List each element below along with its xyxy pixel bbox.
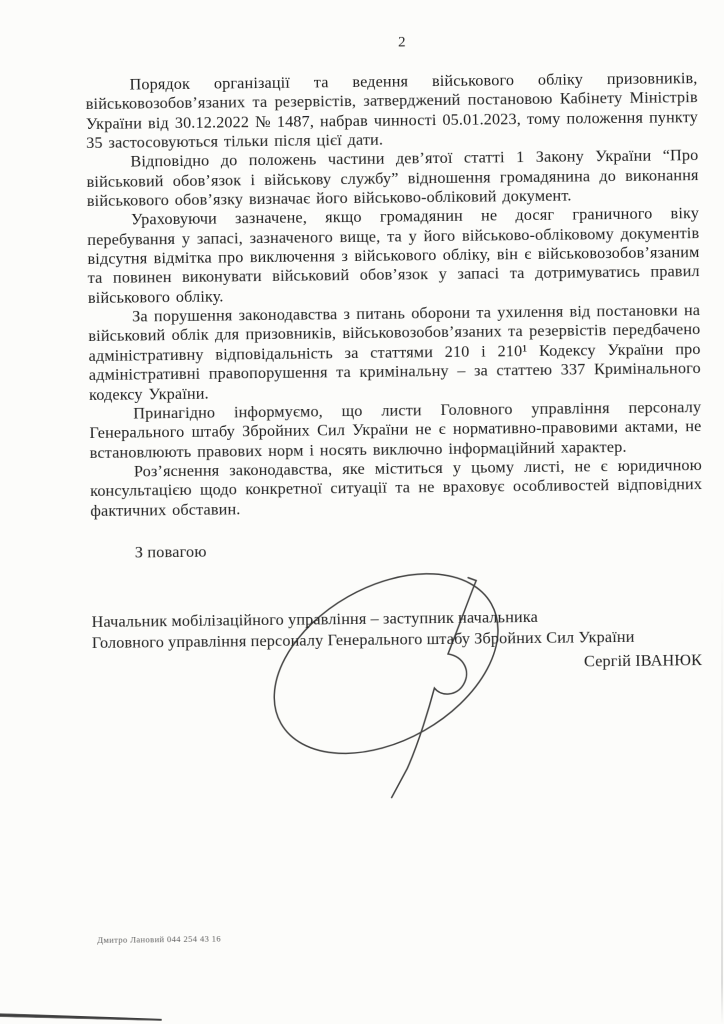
paragraph-3: Ураховуючи зазначене, якщо громадянин не досяг граничного віку перебування у запасі, зазначеного вище, та у його військово-обліковому документів відсутня відмітка про виключення з військового обліку, він є військовозобов’язаним та повинен виконувати військовий обов’язок у запасі та дотримуватись правил військового обліку. [87,204,700,307]
signature-block [92,605,705,678]
paragraph-5: Принагідно інформуємо, що листи Головного управління персоналу Генерального штабу Збройних Сил України не є нормативно-правовими актами, не встановлюють правових норм і носять виключно інформаційний характер. [89,397,702,462]
closing-salutation: З повагою [134,542,207,562]
signer-position-line-1: Начальник мобілізаційного управління – заступник начальника [91,607,539,631]
paragraph-1: Порядок організації та ведення військового обліку призовників, військовозобов’язаних та резервістів, затверджений постановою Кабінету Міністрів України від 30.12.2022 № 1487, набрав чинності 05.01.2023, тому положення пункту 35 застосовуються тільки після цієї дати. [85,69,699,153]
signer-position-line-2: Головного управління персоналу Генерального штабу Збройних Сил України [91,627,635,652]
paragraph-2: Відповідно до положень частини дев’ятої статті 1 Закону України “Про військовий обов’язок і військову службу” відношення громадянина до виконання військового обов’язку визначає його військово-обліковий документ. [86,146,699,211]
page-number: 2 [397,34,407,51]
scan-right-edge-artifact [721,0,723,1024]
letter-body [85,69,702,521]
signer-name: Сергій ІВАНЮК [583,650,703,671]
scan-content [85,31,708,998]
paragraph-6: Роз’яснення законодавства, яке міститься у цьому листі, не є юридичною консультацією щодо конкретної ситуації та не враховує особливостей відповідних фактичних обставин. [90,455,703,520]
scan-edge-artifact [0,1013,162,1021]
handwritten-signature [267,560,518,801]
paragraph-4: За порушення законодавства з питань оборони та ухилення від постановки на військовий облік для призовників, військовозобов’язаних та резервістів передбачено адміністративну відповідальність за статтями 210 і 210¹ Кодексу України про адміністративні правопорушення та кримінальну – за статтею 337 Кримінального кодексу України. [88,301,701,404]
executor-contact-note: Дмитро Лановий 044 254 43 16 [97,933,222,945]
